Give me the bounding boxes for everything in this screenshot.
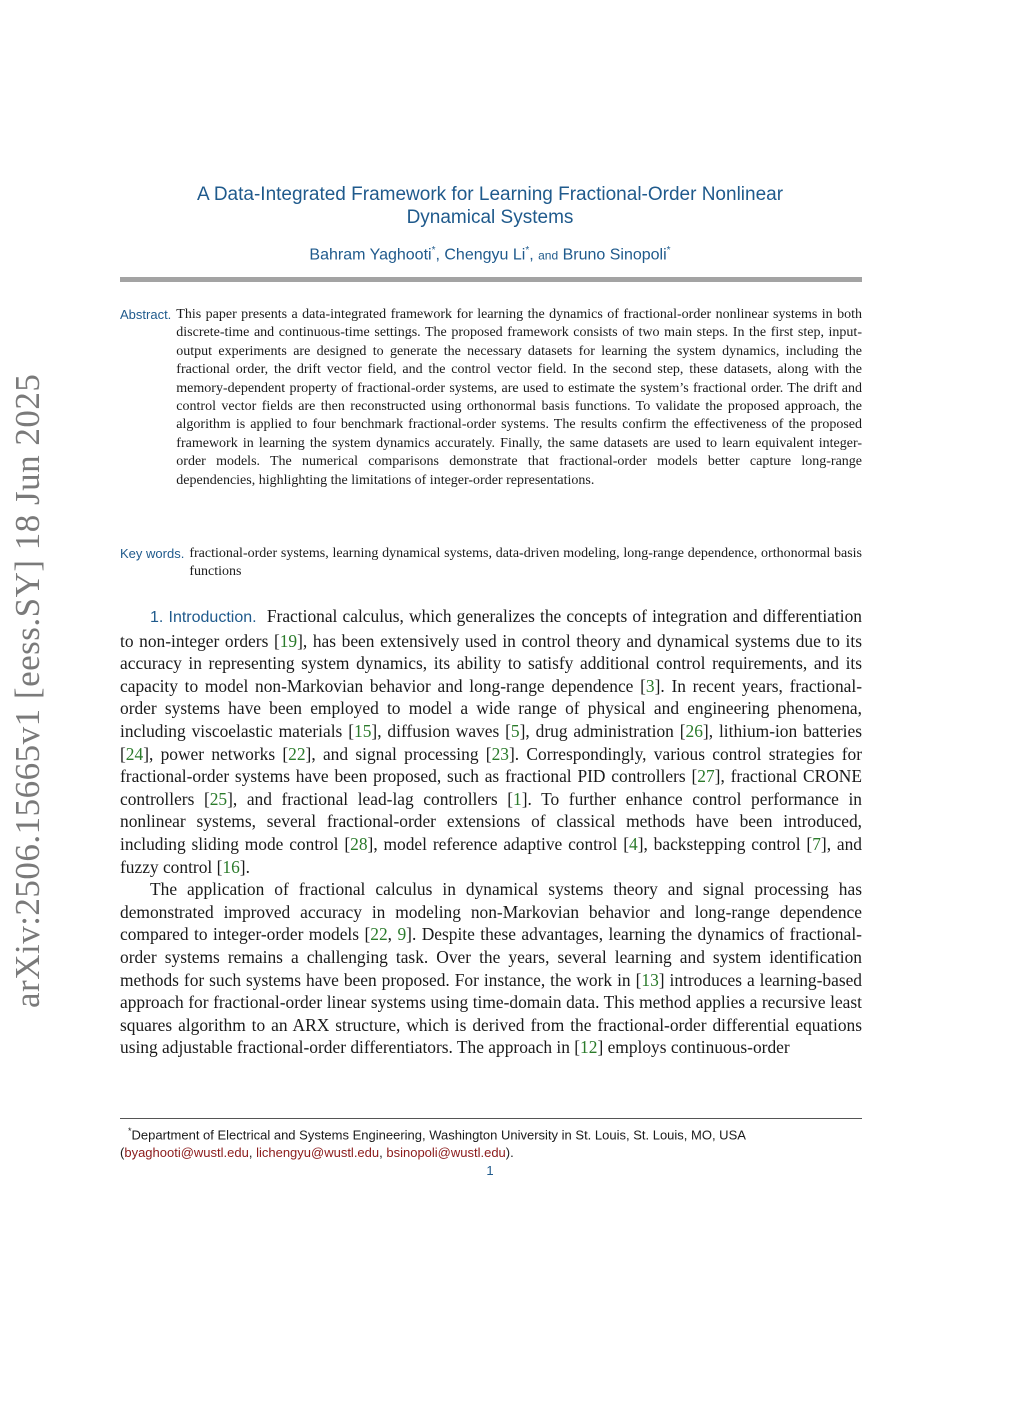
citation-bracket: [	[635, 969, 642, 990]
footnote-emails-line	[120, 1144, 862, 1162]
email-link[interactable]: lichengyu@wustl.edu	[256, 1145, 380, 1161]
citation-bracket: [	[505, 720, 511, 741]
keywords-text: fractional-order systems, learning dynamical systems, data-driven modeling, long-range dependence, orthonormal basis functions	[189, 546, 862, 580]
citation-bracket: [	[273, 630, 280, 651]
citation-bracket: [	[806, 833, 813, 854]
text-run: , lithium-ion batteries	[708, 720, 862, 741]
author-footnote-mark: *	[431, 245, 436, 256]
footnote-close-paren: ).	[505, 1145, 514, 1161]
citation-bracket: [	[507, 788, 514, 809]
citation-bracket: [	[203, 788, 210, 809]
citation-bracket: ]	[702, 720, 709, 741]
citation-link[interactable]: 3	[645, 675, 655, 696]
citation-bracket: [	[348, 720, 354, 741]
text-run: The application of fractional calculus in dynamical systems theory and signal processing has demonstrated improved accuracy in modeling non-Markovian behavior and long-range dependence compared to integer-order models	[120, 879, 862, 945]
author-and: and	[538, 248, 559, 263]
citation-bracket: ]	[367, 833, 374, 854]
author-list	[120, 245, 860, 264]
title-divider	[120, 277, 862, 282]
footnote-mark: *	[128, 1126, 132, 1136]
citation-bracket: [	[216, 856, 223, 877]
citation-bracket: [	[344, 833, 351, 854]
citation-link[interactable]: 1	[513, 788, 522, 809]
text-run: , drug administration	[525, 720, 680, 741]
citation-bracket: ]	[658, 969, 665, 990]
abstract-text: This paper presents a data-integrated framework for learning the dynamics of fractional-order nonlinear systems in both discrete-time and continuous-time settings. The proposed framework consists of two main steps. In the first step, input-output experiments are designed to generate the necessary datasets for learning the system dynamics, including the fractional order, the drift vector field, and the control vector field. In the second step, these datasets, along with the memory-dependent property of fractional-order systems, are used to estimate the system’s fractional order. The drift and control vector fields are then reconstructed using orthonormal basis functions. To validate the proposed approach, the algorithm is applied to four benchmark fractional-order systems. The results confirm the effectiveness of the proposed framework in learning the system dynamics accurately. Finally, the same datasets are used to learn equivalent integer-order models. The numerical comparisons demonstrate that fractional-order models better capture long-range dependencies, highlighting the limitations of integer-order representations.	[176, 307, 862, 488]
text-run: , power networks	[148, 743, 283, 764]
text-run: . Correspondingly, various control strategies for fractional-order systems have been proposed, such as fractional PID controllers	[120, 743, 862, 787]
section-heading: Introduction.	[168, 609, 257, 626]
text-run: , and fuzzy control	[120, 833, 862, 877]
citation-link[interactable]: 4	[628, 833, 638, 854]
citation-link[interactable]: 7	[812, 833, 821, 854]
keywords-label: Key words.	[120, 546, 185, 561]
footnote-affiliation: Department of Electrical and Systems Engineering, Washington University in St. Louis, St. Louis, MO, USA	[131, 1127, 746, 1143]
author-name: Bruno Sinopoli	[562, 246, 667, 264]
citation-bracket: ]	[637, 833, 644, 854]
abstract-label: Abstract.	[120, 307, 172, 322]
email-separator: ,	[248, 1145, 257, 1161]
citation-link[interactable]: 22	[370, 924, 388, 945]
citation-bracket: [	[282, 743, 289, 764]
citation-link[interactable]: 26	[685, 720, 703, 741]
text-run: , backstepping control	[643, 833, 807, 854]
citation-bracket: [	[623, 833, 629, 854]
text-run: introduces a learning-based approach for fractional-order linear systems using time-domain data. This method applies a recursive least squares algorithm to an ARX structure, which is derived from the fractional-order differential equations using adjustable fractional-order differentiators. The approach in	[120, 969, 862, 1058]
citation-link[interactable]: 9	[397, 924, 407, 945]
citation-bracket: [	[364, 924, 371, 945]
title-line-2: Dynamical Systems	[406, 207, 574, 228]
body-text	[120, 605, 862, 1059]
citation-bracket: [	[691, 766, 698, 787]
text-run: , diffusion waves	[377, 720, 506, 741]
text-run: . In recent years, fractional-order systems have been employed to model a wide range of physical and engineering phenomena, including viscoelastic materials	[120, 675, 862, 741]
text-run: .	[245, 856, 250, 877]
text-run: , model reference adaptive control	[373, 833, 624, 854]
author-separator: ,	[435, 246, 445, 264]
author-separator: ,	[529, 246, 539, 264]
citation-bracket: [	[485, 743, 492, 764]
text-run: , and fractional lead-lag controllers	[232, 788, 508, 809]
author-name: Bahram Yaghooti	[309, 246, 432, 264]
text-run: , has been extensively used in control theory and dynamical systems due to its accuracy in representing system dynamics, its ability to satisfy additional control requirements, and its capacity to model non-Markovian behavior and long-range dependence	[120, 630, 862, 696]
citation-bracket: ]	[654, 675, 661, 696]
citation-bracket: [	[120, 743, 126, 764]
citation-bracket: ]	[508, 743, 515, 764]
email-separator: ,	[379, 1145, 387, 1161]
citation-bracket: ]	[521, 788, 528, 809]
citation-bracket: [	[679, 720, 686, 741]
citation-bracket: ]	[597, 1037, 604, 1058]
author-footnote-mark: *	[525, 245, 530, 256]
footnote	[120, 1122, 862, 1162]
citation-bracket: ]	[227, 788, 233, 809]
text-run: Fractional calculus, which generalizes the concepts of integration and differentiation to non-integer orders	[120, 606, 862, 651]
email-link[interactable]: bsinopoli@wustl.edu	[386, 1145, 506, 1161]
citation-bracket: ]	[143, 743, 149, 764]
footnote-open-paren: (	[120, 1145, 125, 1161]
citation-link[interactable]: 15	[354, 720, 372, 741]
citation-link[interactable]: 13	[641, 969, 659, 990]
footnote-divider	[120, 1118, 862, 1119]
citation-link[interactable]: 27	[697, 766, 715, 787]
citation-bracket: ]	[519, 720, 526, 741]
citation-bracket: [	[640, 675, 646, 696]
citation-bracket: ]	[820, 833, 827, 854]
keywords	[120, 545, 862, 582]
citation-bracket: ]	[239, 856, 246, 877]
paper-title	[120, 183, 860, 229]
citation-link[interactable]: 24	[125, 743, 144, 764]
page-number: 1	[486, 1163, 494, 1178]
intro-paragraph-1	[120, 605, 862, 878]
citation-bracket: ]	[305, 743, 312, 764]
footnote-affiliation-line	[120, 1122, 862, 1144]
citation-bracket: ]	[714, 766, 721, 787]
intro-paragraph-2	[120, 878, 862, 1059]
citation-link[interactable]: 25	[209, 788, 228, 809]
citation-bracket: [	[574, 1037, 581, 1058]
citation-bracket: ]	[406, 924, 412, 945]
title-line-1: A Data-Integrated Framework for Learning Fractional-Order Nonlinear	[196, 184, 784, 205]
section-number: 1.	[150, 609, 164, 626]
citation-link[interactable]: 5	[510, 720, 520, 741]
author-footnote-mark: *	[666, 245, 671, 256]
citation-bracket: ]	[371, 720, 378, 741]
text-run: . To further enhance control performance in nonlinear systems, several fractional-order extensions of classical methods have been introduced, including sliding mode control	[120, 788, 862, 854]
text-run: . Despite these advantages, learning the dynamics of fractional-order systems remains a challenging task. Over the years, several learning and system identification methods for such systems have been proposed. For instance, the work in	[120, 924, 862, 990]
email-link[interactable]: byaghooti@wustl.edu	[124, 1145, 249, 1161]
citation-link[interactable]: 22	[288, 743, 306, 764]
citation-link[interactable]: 23	[491, 743, 509, 764]
citation-separator: ,	[387, 924, 398, 945]
citation-bracket: ]	[297, 630, 303, 651]
citation-link[interactable]: 19	[279, 630, 298, 651]
abstract	[120, 306, 862, 490]
arxiv-identifier-stamp: arXiv:2506.15665v1 [eess.SY] 18 Jun 2025	[8, 373, 47, 1008]
text-run: employs continuous-order	[603, 1037, 790, 1058]
author-name: Chengyu Li	[444, 246, 526, 264]
citation-link[interactable]: 16	[222, 856, 240, 877]
citation-link[interactable]: 28	[350, 833, 368, 854]
text-run: , fractional CRONE controllers	[120, 766, 862, 809]
text-run: , and signal processing	[311, 743, 486, 764]
citation-link[interactable]: 12	[580, 1037, 598, 1058]
